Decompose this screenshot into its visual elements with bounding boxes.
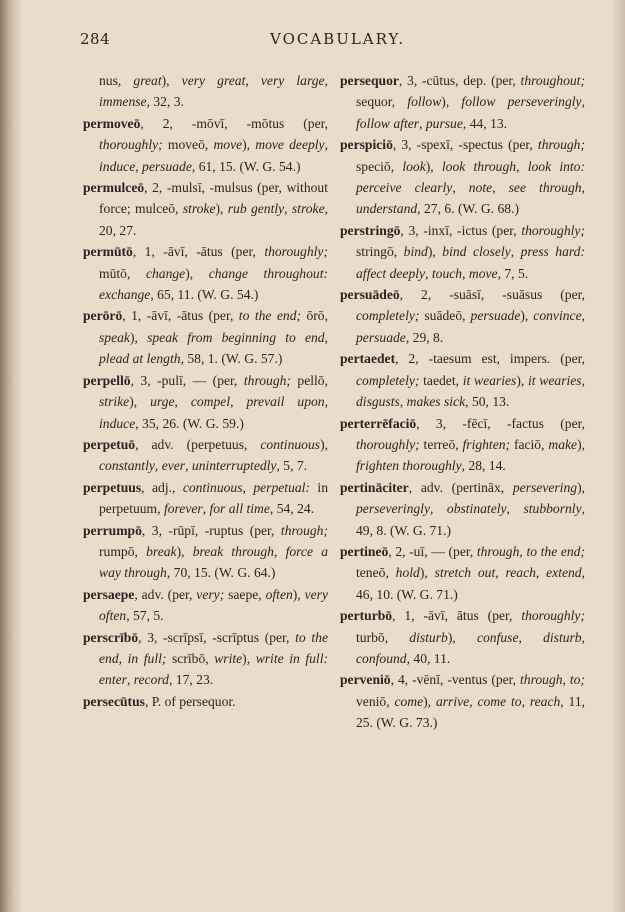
dictionary-entry: persequor, 3, -cūtus, dep. (per, throughout; sequor, follow), follow perseveringly, follow after, pursue, 44, 13.: [340, 73, 585, 131]
dictionary-entry: permulceō, 2, -mulsī, -mulsus (per, without force; mulceō, stroke), rub gently, stroke, 20, 27.: [83, 180, 329, 238]
dictionary-entry: pertineō, 2, -uī, — (per, through, to the end; teneō, hold), stretch out, reach, extend, 46, 10. (W. G. 71.): [340, 543, 586, 602]
running-head: VOCABULARY.: [270, 30, 406, 48]
page-right-shadow: [611, 0, 625, 912]
left-column: [83, 70, 328, 712]
dictionary-entry: perrumpō, 3, -rūpī, -ruptus (per, through; rumpō, break), break through, force a way through, 70, 15. (W. G. 64.): [83, 522, 329, 581]
dictionary-entry: permoveō, 2, -mōvī, -mōtus (per, thoroughly; moveō, move), move deeply, induce, persuade, 61, 15. (W. G. 54.): [83, 115, 328, 174]
dictionary-entry: nus, great), very great, very large, immense, 32, 3.: [99, 73, 328, 110]
dictionary-entry: perscrībō, 3, -scrīpsī, -scrīptus (per, to the end, in full; scrībō, write), write in full: enter, record, 17, 23.: [83, 629, 329, 688]
dictionary-entry: perōrō, 1, -āvī, -ātus (per, to the end; ōrō, speak), speak from beginning to end, plead at length, 58, 1. (W. G. 57.): [83, 308, 329, 367]
dictionary-entry: persuādeō, 2, -suāsī, -suāsus (per, completely; suādeō, persuade), convince, persuade, 29, 8.: [340, 287, 586, 345]
page-binding-edge: [0, 0, 22, 912]
dictionary-entry: persaepe, adv. (per, very; saepe, often), very often, 57, 5.: [83, 586, 329, 624]
dictionary-entry: perspiciō, 3, -spexī, -spectus (per, through; speciō, look), look through, look into: perceive clearly, note, see through, understand, 27, 6. (W. G. 68.): [340, 137, 586, 217]
dictionary-entry: persecūtus, P. of persequor.: [83, 693, 236, 709]
right-column: [340, 70, 585, 734]
dictionary-entry: perterrēfaciō, 3, -fēcī, -factus (per, thoroughly; terreō, frighten; faciō, make), frighten thoroughly, 28, 14.: [340, 415, 585, 474]
dictionary-entry: pertināciter, adv. (pertināx, persevering), perseveringly, obstinately, stubbornly, 49, 8. (W. G. 71.): [340, 479, 586, 538]
page-number: 284: [80, 30, 111, 48]
dictionary-entry: perpellō, 3, -pulī, — (per, through; pellō, strike), urge, compel, prevail upon, induce, 35, 26. (W. G. 59.): [83, 372, 328, 431]
dictionary-entry: permūtō, 1, -āvī, -ātus (per, thoroughly; mūtō, change), change throughout: exchange, 65, 11. (W. G. 54.): [83, 244, 328, 303]
dictionary-entry: perpetuus, adj., continuous, perpetual: in perpetuum, forever, for all time, 54, 24.: [83, 479, 328, 517]
page-header: [70, 28, 590, 52]
dictionary-entry: perturbō, 1, -āvī, ātus (per, thoroughly; turbō, disturb), confuse, disturb, confound, 40, 11.: [340, 608, 586, 666]
dictionary-entry: perstringō, 3, -inxī, -ictus (per, thoroughly; stringō, bind), bind closely, press hard: affect deeply, touch, move, 7, 5.: [340, 222, 586, 281]
dictionary-entry: pertaedet, 2, -taesum est, impers. (per, completely; taedet, it wearies), it wearies, disgusts, makes sick, 50, 13.: [340, 351, 585, 410]
dictionary-entry: perveniō, 4, -vēnī, -ventus (per, through, to; veniō, come), arrive, come to, reach, 11, 25. (W. G. 73.): [340, 672, 586, 731]
dictionary-entry: perpetuō, adv. (perpetuus, continuous), constantly, ever, uninterruptedly, 5, 7.: [83, 436, 328, 474]
